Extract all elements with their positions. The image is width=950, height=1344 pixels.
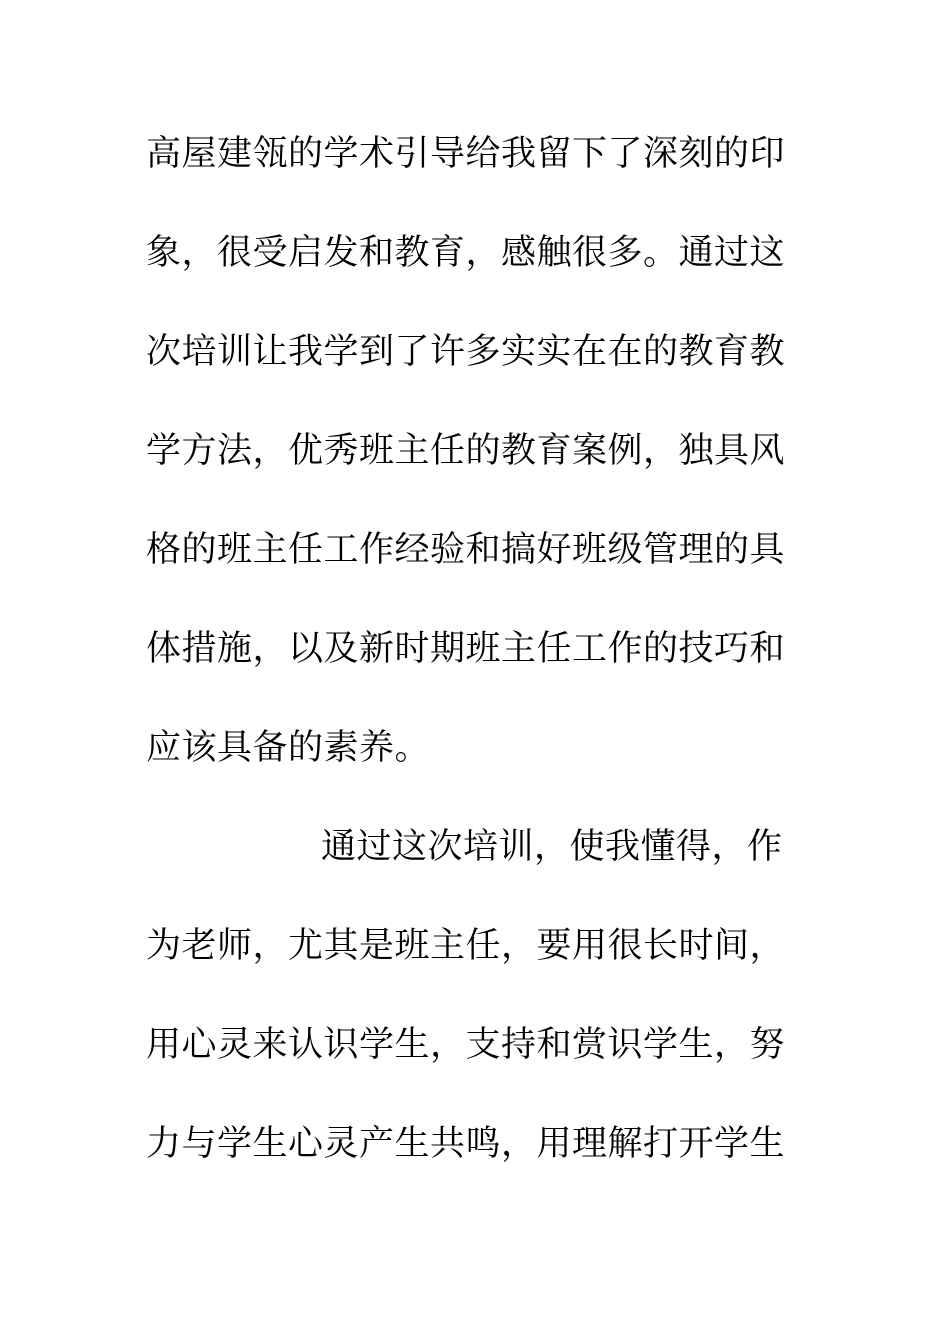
paragraph-start-line: 通过这次培训，使我懂得，作 (321, 827, 783, 867)
body-text (146, 126, 806, 1215)
text-line: 高屋建瓴的学术引导给我留下了深刻的印 (146, 134, 786, 174)
text-line: 次培训让我学到了许多实实在在的教育教 (146, 332, 786, 372)
text-line: 用心灵来认识学生，支持和赏识学生，努 (146, 1025, 786, 1065)
text-line: 力与学生心灵产生共鸣，用理解打开学生 (146, 1124, 786, 1164)
text-line: 为老师，尤其是班主任，要用很长时间， (146, 926, 786, 966)
text-line: 体措施，以及新时期班主任工作的技巧和 (146, 629, 786, 669)
text-line: 格的班主任工作经验和搞好班级管理的具 (146, 530, 786, 570)
text-line: 学方法，优秀班主任的教育案例，独具风 (146, 431, 786, 471)
text-line: 象，很受启发和教育，感触很多。通过这 (146, 233, 786, 273)
text-line: 应该具备的素养。 (146, 728, 431, 768)
